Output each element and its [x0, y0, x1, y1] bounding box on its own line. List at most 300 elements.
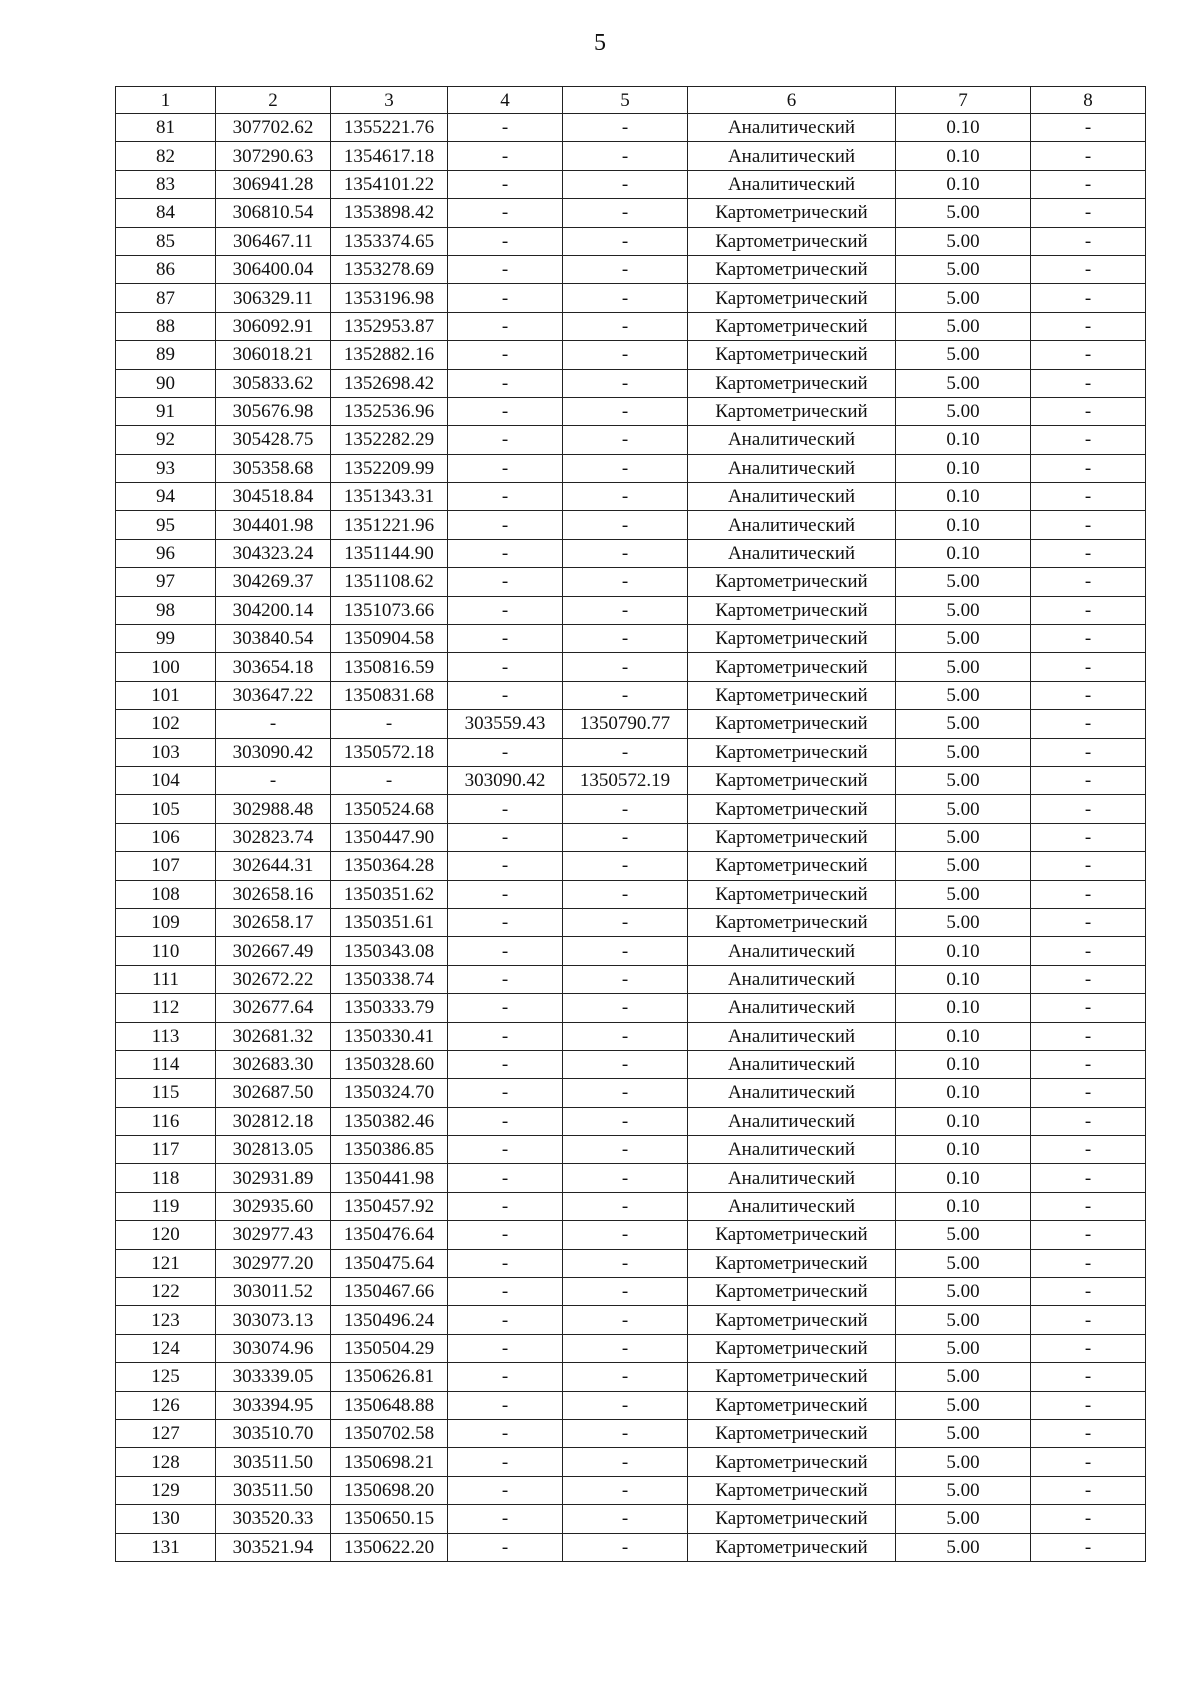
cell-new-x-coordinate: - — [448, 1306, 563, 1334]
cell-new-y-coordinate: - — [563, 511, 688, 539]
cell-x-coordinate: 302823.74 — [216, 823, 331, 851]
cell-note: - — [1031, 1334, 1146, 1362]
cell-method: Аналитический — [688, 142, 896, 170]
cell-y-coordinate: 1350816.59 — [331, 653, 448, 681]
cell-new-y-coordinate: - — [563, 1505, 688, 1533]
cell-note: - — [1031, 483, 1146, 511]
cell-method: Аналитический — [688, 1022, 896, 1050]
table-row — [116, 511, 1146, 539]
cell-new-x-coordinate: - — [448, 1278, 563, 1306]
cell-method: Картометрический — [688, 341, 896, 369]
cell-method: Аналитический — [688, 994, 896, 1022]
cell-method: Картометрический — [688, 312, 896, 340]
cell-y-coordinate: 1352282.29 — [331, 426, 448, 454]
cell-point-number: 90 — [116, 369, 216, 397]
cell-y-coordinate: 1353898.42 — [331, 199, 448, 227]
cell-note: - — [1031, 227, 1146, 255]
cell-new-y-coordinate: - — [563, 312, 688, 340]
cell-method: Аналитический — [688, 170, 896, 198]
cell-method: Аналитический — [688, 937, 896, 965]
cell-note: - — [1031, 965, 1146, 993]
cell-new-y-coordinate: - — [563, 284, 688, 312]
cell-new-x-coordinate: - — [448, 284, 563, 312]
cell-x-coordinate: 303511.50 — [216, 1476, 331, 1504]
cell-note: - — [1031, 1363, 1146, 1391]
cell-new-y-coordinate: - — [563, 795, 688, 823]
cell-x-coordinate: 303090.42 — [216, 738, 331, 766]
cell-new-x-coordinate: - — [448, 568, 563, 596]
cell-new-x-coordinate: 303559.43 — [448, 710, 563, 738]
table-row — [116, 681, 1146, 709]
table-row — [116, 937, 1146, 965]
cell-new-x-coordinate: - — [448, 142, 563, 170]
cell-y-coordinate: 1353278.69 — [331, 255, 448, 283]
cell-accuracy: 0.10 — [896, 511, 1031, 539]
cell-note: - — [1031, 284, 1146, 312]
cell-method: Картометрический — [688, 1278, 896, 1306]
cell-x-coordinate: 302931.89 — [216, 1164, 331, 1192]
table-row — [116, 1221, 1146, 1249]
cell-accuracy: 5.00 — [896, 1419, 1031, 1447]
cell-new-y-coordinate: - — [563, 653, 688, 681]
table-row — [116, 142, 1146, 170]
cell-new-y-coordinate: - — [563, 114, 688, 142]
cell-new-y-coordinate: - — [563, 1164, 688, 1192]
cell-new-x-coordinate: - — [448, 1050, 563, 1078]
cell-new-x-coordinate: - — [448, 852, 563, 880]
table-row — [116, 1249, 1146, 1277]
cell-new-y-coordinate: - — [563, 1050, 688, 1078]
cell-x-coordinate: 302644.31 — [216, 852, 331, 880]
cell-y-coordinate: 1350572.18 — [331, 738, 448, 766]
cell-point-number: 101 — [116, 681, 216, 709]
cell-accuracy: 5.00 — [896, 369, 1031, 397]
cell-note: - — [1031, 1192, 1146, 1220]
table-row — [116, 994, 1146, 1022]
cell-accuracy: 5.00 — [896, 255, 1031, 283]
cell-x-coordinate: 306329.11 — [216, 284, 331, 312]
cell-method: Картометрический — [688, 738, 896, 766]
column-header: 7 — [896, 87, 1031, 114]
cell-x-coordinate: 303521.94 — [216, 1533, 331, 1561]
cell-point-number: 86 — [116, 255, 216, 283]
cell-y-coordinate: 1350648.88 — [331, 1391, 448, 1419]
cell-accuracy: 5.00 — [896, 1363, 1031, 1391]
cell-y-coordinate: 1352882.16 — [331, 341, 448, 369]
table-row — [116, 312, 1146, 340]
cell-point-number: 128 — [116, 1448, 216, 1476]
cell-y-coordinate: 1350475.64 — [331, 1249, 448, 1277]
cell-new-y-coordinate: - — [563, 1136, 688, 1164]
cell-accuracy: 5.00 — [896, 766, 1031, 794]
cell-note: - — [1031, 738, 1146, 766]
table-row — [116, 823, 1146, 851]
cell-new-x-coordinate: - — [448, 1079, 563, 1107]
cell-y-coordinate: 1351343.31 — [331, 483, 448, 511]
cell-point-number: 104 — [116, 766, 216, 794]
cell-new-x-coordinate: - — [448, 738, 563, 766]
cell-new-x-coordinate: 303090.42 — [448, 766, 563, 794]
cell-y-coordinate: 1350524.68 — [331, 795, 448, 823]
cell-point-number: 124 — [116, 1334, 216, 1362]
cell-accuracy: 0.10 — [896, 1164, 1031, 1192]
cell-method: Картометрический — [688, 1306, 896, 1334]
cell-y-coordinate: 1354101.22 — [331, 170, 448, 198]
cell-new-x-coordinate: - — [448, 426, 563, 454]
cell-x-coordinate: 305358.68 — [216, 454, 331, 482]
table-row — [116, 284, 1146, 312]
cell-new-x-coordinate: - — [448, 1476, 563, 1504]
cell-note: - — [1031, 1050, 1146, 1078]
cell-method: Картометрический — [688, 625, 896, 653]
cell-new-x-coordinate: - — [448, 681, 563, 709]
cell-x-coordinate: 305428.75 — [216, 426, 331, 454]
cell-x-coordinate: 303647.22 — [216, 681, 331, 709]
cell-note: - — [1031, 341, 1146, 369]
cell-x-coordinate: 303073.13 — [216, 1306, 331, 1334]
cell-method: Аналитический — [688, 483, 896, 511]
cell-x-coordinate: 303654.18 — [216, 653, 331, 681]
table-row — [116, 397, 1146, 425]
cell-new-y-coordinate: - — [563, 227, 688, 255]
cell-new-x-coordinate: - — [448, 596, 563, 624]
cell-y-coordinate: 1350330.41 — [331, 1022, 448, 1050]
cell-new-y-coordinate: - — [563, 908, 688, 936]
cell-x-coordinate: 303339.05 — [216, 1363, 331, 1391]
cell-y-coordinate: 1350328.60 — [331, 1050, 448, 1078]
cell-accuracy: 0.10 — [896, 965, 1031, 993]
cell-y-coordinate: 1350650.15 — [331, 1505, 448, 1533]
cell-note: - — [1031, 766, 1146, 794]
cell-new-x-coordinate: - — [448, 454, 563, 482]
cell-new-y-coordinate: - — [563, 681, 688, 709]
cell-method: Аналитический — [688, 1192, 896, 1220]
cell-point-number: 115 — [116, 1079, 216, 1107]
cell-accuracy: 5.00 — [896, 823, 1031, 851]
cell-new-y-coordinate: - — [563, 341, 688, 369]
cell-x-coordinate: 303510.70 — [216, 1419, 331, 1447]
cell-new-x-coordinate: - — [448, 114, 563, 142]
cell-accuracy: 5.00 — [896, 199, 1031, 227]
cell-x-coordinate: 302977.20 — [216, 1249, 331, 1277]
cell-new-y-coordinate: - — [563, 568, 688, 596]
column-header: 3 — [331, 87, 448, 114]
table-row — [116, 1391, 1146, 1419]
cell-note: - — [1031, 1079, 1146, 1107]
cell-x-coordinate: 303011.52 — [216, 1278, 331, 1306]
cell-method: Картометрический — [688, 908, 896, 936]
cell-new-y-coordinate: 1350790.77 — [563, 710, 688, 738]
column-header: 2 — [216, 87, 331, 114]
cell-new-y-coordinate: - — [563, 1221, 688, 1249]
table-row — [116, 1448, 1146, 1476]
cell-y-coordinate: 1350698.21 — [331, 1448, 448, 1476]
cell-point-number: 91 — [116, 397, 216, 425]
cell-point-number: 102 — [116, 710, 216, 738]
cell-new-y-coordinate: - — [563, 539, 688, 567]
cell-new-x-coordinate: - — [448, 795, 563, 823]
cell-x-coordinate: 303511.50 — [216, 1448, 331, 1476]
cell-y-coordinate: 1350441.98 — [331, 1164, 448, 1192]
cell-note: - — [1031, 1278, 1146, 1306]
cell-accuracy: 5.00 — [896, 908, 1031, 936]
cell-note: - — [1031, 937, 1146, 965]
cell-point-number: 88 — [116, 312, 216, 340]
cell-method: Картометрический — [688, 823, 896, 851]
cell-accuracy: 0.10 — [896, 114, 1031, 142]
table-row — [116, 1107, 1146, 1135]
cell-note: - — [1031, 539, 1146, 567]
cell-new-x-coordinate: - — [448, 823, 563, 851]
cell-y-coordinate: 1350333.79 — [331, 994, 448, 1022]
cell-method: Аналитический — [688, 539, 896, 567]
table-row — [116, 170, 1146, 198]
table-row — [116, 1278, 1146, 1306]
coordinates-table — [115, 86, 1146, 1562]
cell-new-y-coordinate: - — [563, 852, 688, 880]
cell-new-x-coordinate: - — [448, 653, 563, 681]
cell-method: Аналитический — [688, 1164, 896, 1192]
table-row — [116, 539, 1146, 567]
cell-new-x-coordinate: - — [448, 170, 563, 198]
cell-new-y-coordinate: - — [563, 1419, 688, 1447]
cell-accuracy: 0.10 — [896, 483, 1031, 511]
cell-y-coordinate: 1350467.66 — [331, 1278, 448, 1306]
cell-method: Картометрический — [688, 1476, 896, 1504]
cell-new-y-coordinate: - — [563, 625, 688, 653]
cell-new-x-coordinate: - — [448, 880, 563, 908]
cell-new-y-coordinate: - — [563, 454, 688, 482]
table-row — [116, 114, 1146, 142]
cell-y-coordinate: - — [331, 710, 448, 738]
cell-note: - — [1031, 1419, 1146, 1447]
cell-new-y-coordinate: - — [563, 170, 688, 198]
table-row — [116, 766, 1146, 794]
cell-point-number: 122 — [116, 1278, 216, 1306]
cell-accuracy: 5.00 — [896, 312, 1031, 340]
cell-point-number: 121 — [116, 1249, 216, 1277]
cell-accuracy: 5.00 — [896, 1334, 1031, 1362]
table-row — [116, 625, 1146, 653]
cell-point-number: 93 — [116, 454, 216, 482]
cell-accuracy: 5.00 — [896, 653, 1031, 681]
cell-new-x-coordinate: - — [448, 312, 563, 340]
cell-accuracy: 5.00 — [896, 397, 1031, 425]
cell-note: - — [1031, 114, 1146, 142]
cell-note: - — [1031, 1136, 1146, 1164]
cell-accuracy: 5.00 — [896, 596, 1031, 624]
cell-note: - — [1031, 852, 1146, 880]
cell-x-coordinate: 302687.50 — [216, 1079, 331, 1107]
cell-point-number: 123 — [116, 1306, 216, 1334]
cell-new-x-coordinate: - — [448, 1107, 563, 1135]
cell-accuracy: 5.00 — [896, 1476, 1031, 1504]
cell-y-coordinate: 1350382.46 — [331, 1107, 448, 1135]
cell-method: Картометрический — [688, 852, 896, 880]
cell-y-coordinate: 1350504.29 — [331, 1334, 448, 1362]
cell-y-coordinate: 1350386.85 — [331, 1136, 448, 1164]
cell-accuracy: 0.10 — [896, 1192, 1031, 1220]
cell-accuracy: 5.00 — [896, 681, 1031, 709]
cell-point-number: 109 — [116, 908, 216, 936]
cell-note: - — [1031, 1505, 1146, 1533]
cell-point-number: 127 — [116, 1419, 216, 1447]
cell-new-y-coordinate: - — [563, 738, 688, 766]
table-row — [116, 738, 1146, 766]
cell-new-y-coordinate: - — [563, 1192, 688, 1220]
table-row — [116, 1164, 1146, 1192]
cell-note: - — [1031, 596, 1146, 624]
cell-note: - — [1031, 426, 1146, 454]
table-row — [116, 795, 1146, 823]
cell-new-x-coordinate: - — [448, 1363, 563, 1391]
cell-point-number: 117 — [116, 1136, 216, 1164]
cell-y-coordinate: 1350626.81 — [331, 1363, 448, 1391]
cell-point-number: 114 — [116, 1050, 216, 1078]
cell-method: Картометрический — [688, 255, 896, 283]
cell-y-coordinate: 1350496.24 — [331, 1306, 448, 1334]
cell-new-y-coordinate: - — [563, 937, 688, 965]
table-row — [116, 653, 1146, 681]
cell-accuracy: 5.00 — [896, 1221, 1031, 1249]
cell-new-x-coordinate: - — [448, 1249, 563, 1277]
cell-y-coordinate: 1351108.62 — [331, 568, 448, 596]
cell-accuracy: 5.00 — [896, 568, 1031, 596]
cell-y-coordinate: 1354617.18 — [331, 142, 448, 170]
cell-y-coordinate: 1350343.08 — [331, 937, 448, 965]
cell-method: Картометрический — [688, 397, 896, 425]
cell-note: - — [1031, 653, 1146, 681]
cell-x-coordinate: 304269.37 — [216, 568, 331, 596]
cell-method: Аналитический — [688, 511, 896, 539]
cell-method: Картометрический — [688, 1334, 896, 1362]
cell-new-y-coordinate: - — [563, 1334, 688, 1362]
cell-note: - — [1031, 681, 1146, 709]
cell-x-coordinate: 306400.04 — [216, 255, 331, 283]
cell-new-y-coordinate: - — [563, 142, 688, 170]
cell-note: - — [1031, 1476, 1146, 1504]
cell-y-coordinate: 1350831.68 — [331, 681, 448, 709]
cell-new-x-coordinate: - — [448, 965, 563, 993]
cell-point-number: 92 — [116, 426, 216, 454]
cell-accuracy: 5.00 — [896, 1278, 1031, 1306]
cell-point-number: 129 — [116, 1476, 216, 1504]
cell-new-y-coordinate: - — [563, 1079, 688, 1107]
cell-new-x-coordinate: - — [448, 1164, 563, 1192]
cell-new-x-coordinate: - — [448, 1391, 563, 1419]
page-number: 5 — [594, 30, 606, 56]
column-header: 1 — [116, 87, 216, 114]
cell-accuracy: 0.10 — [896, 1107, 1031, 1135]
cell-accuracy: 5.00 — [896, 1391, 1031, 1419]
cell-new-y-coordinate: - — [563, 1249, 688, 1277]
cell-y-coordinate: 1351073.66 — [331, 596, 448, 624]
cell-method: Картометрический — [688, 710, 896, 738]
cell-new-x-coordinate: - — [448, 1136, 563, 1164]
cell-note: - — [1031, 454, 1146, 482]
cell-accuracy: 0.10 — [896, 994, 1031, 1022]
cell-point-number: 87 — [116, 284, 216, 312]
table-row — [116, 852, 1146, 880]
cell-note: - — [1031, 199, 1146, 227]
cell-new-x-coordinate: - — [448, 397, 563, 425]
cell-point-number: 107 — [116, 852, 216, 880]
cell-y-coordinate: - — [331, 766, 448, 794]
cell-method: Аналитический — [688, 1079, 896, 1107]
cell-note: - — [1031, 397, 1146, 425]
cell-method: Картометрический — [688, 568, 896, 596]
cell-note: - — [1031, 1249, 1146, 1277]
cell-new-y-coordinate: - — [563, 1306, 688, 1334]
cell-method: Картометрический — [688, 795, 896, 823]
column-header: 5 — [563, 87, 688, 114]
cell-x-coordinate: 304518.84 — [216, 483, 331, 511]
cell-y-coordinate: 1350351.61 — [331, 908, 448, 936]
cell-method: Картометрический — [688, 227, 896, 255]
cell-y-coordinate: 1350622.20 — [331, 1533, 448, 1561]
cell-point-number: 105 — [116, 795, 216, 823]
cell-y-coordinate: 1350476.64 — [331, 1221, 448, 1249]
cell-accuracy: 0.10 — [896, 539, 1031, 567]
cell-x-coordinate: 304200.14 — [216, 596, 331, 624]
cell-y-coordinate: 1355221.76 — [331, 114, 448, 142]
cell-new-x-coordinate: - — [448, 1505, 563, 1533]
cell-note: - — [1031, 710, 1146, 738]
table-row — [116, 227, 1146, 255]
cell-point-number: 111 — [116, 965, 216, 993]
cell-new-x-coordinate: - — [448, 625, 563, 653]
cell-x-coordinate: 304401.98 — [216, 511, 331, 539]
cell-x-coordinate: 303520.33 — [216, 1505, 331, 1533]
cell-new-y-coordinate: - — [563, 596, 688, 624]
table-row — [116, 710, 1146, 738]
cell-y-coordinate: 1352536.96 — [331, 397, 448, 425]
cell-note: - — [1031, 1164, 1146, 1192]
cell-method: Картометрический — [688, 681, 896, 709]
cell-accuracy: 5.00 — [896, 625, 1031, 653]
cell-accuracy: 5.00 — [896, 1533, 1031, 1561]
table-row — [116, 908, 1146, 936]
table-body — [116, 114, 1146, 1562]
cell-note: - — [1031, 511, 1146, 539]
cell-accuracy: 5.00 — [896, 852, 1031, 880]
cell-new-x-coordinate: - — [448, 1192, 563, 1220]
cell-y-coordinate: 1350457.92 — [331, 1192, 448, 1220]
cell-new-x-coordinate: - — [448, 1419, 563, 1447]
cell-y-coordinate: 1350698.20 — [331, 1476, 448, 1504]
cell-new-y-coordinate: 1350572.19 — [563, 766, 688, 794]
cell-new-y-coordinate: - — [563, 965, 688, 993]
cell-point-number: 84 — [116, 199, 216, 227]
cell-new-x-coordinate: - — [448, 511, 563, 539]
cell-y-coordinate: 1350324.70 — [331, 1079, 448, 1107]
cell-note: - — [1031, 1221, 1146, 1249]
cell-new-x-coordinate: - — [448, 483, 563, 511]
cell-method: Картометрический — [688, 1249, 896, 1277]
cell-accuracy: 0.10 — [896, 1136, 1031, 1164]
cell-note: - — [1031, 625, 1146, 653]
cell-note: - — [1031, 908, 1146, 936]
cell-x-coordinate: 303074.96 — [216, 1334, 331, 1362]
table-row — [116, 1363, 1146, 1391]
cell-note: - — [1031, 994, 1146, 1022]
cell-x-coordinate: 302658.16 — [216, 880, 331, 908]
cell-note: - — [1031, 1107, 1146, 1135]
cell-method: Аналитический — [688, 1136, 896, 1164]
cell-accuracy: 0.10 — [896, 1022, 1031, 1050]
cell-accuracy: 5.00 — [896, 795, 1031, 823]
cell-note: - — [1031, 1448, 1146, 1476]
